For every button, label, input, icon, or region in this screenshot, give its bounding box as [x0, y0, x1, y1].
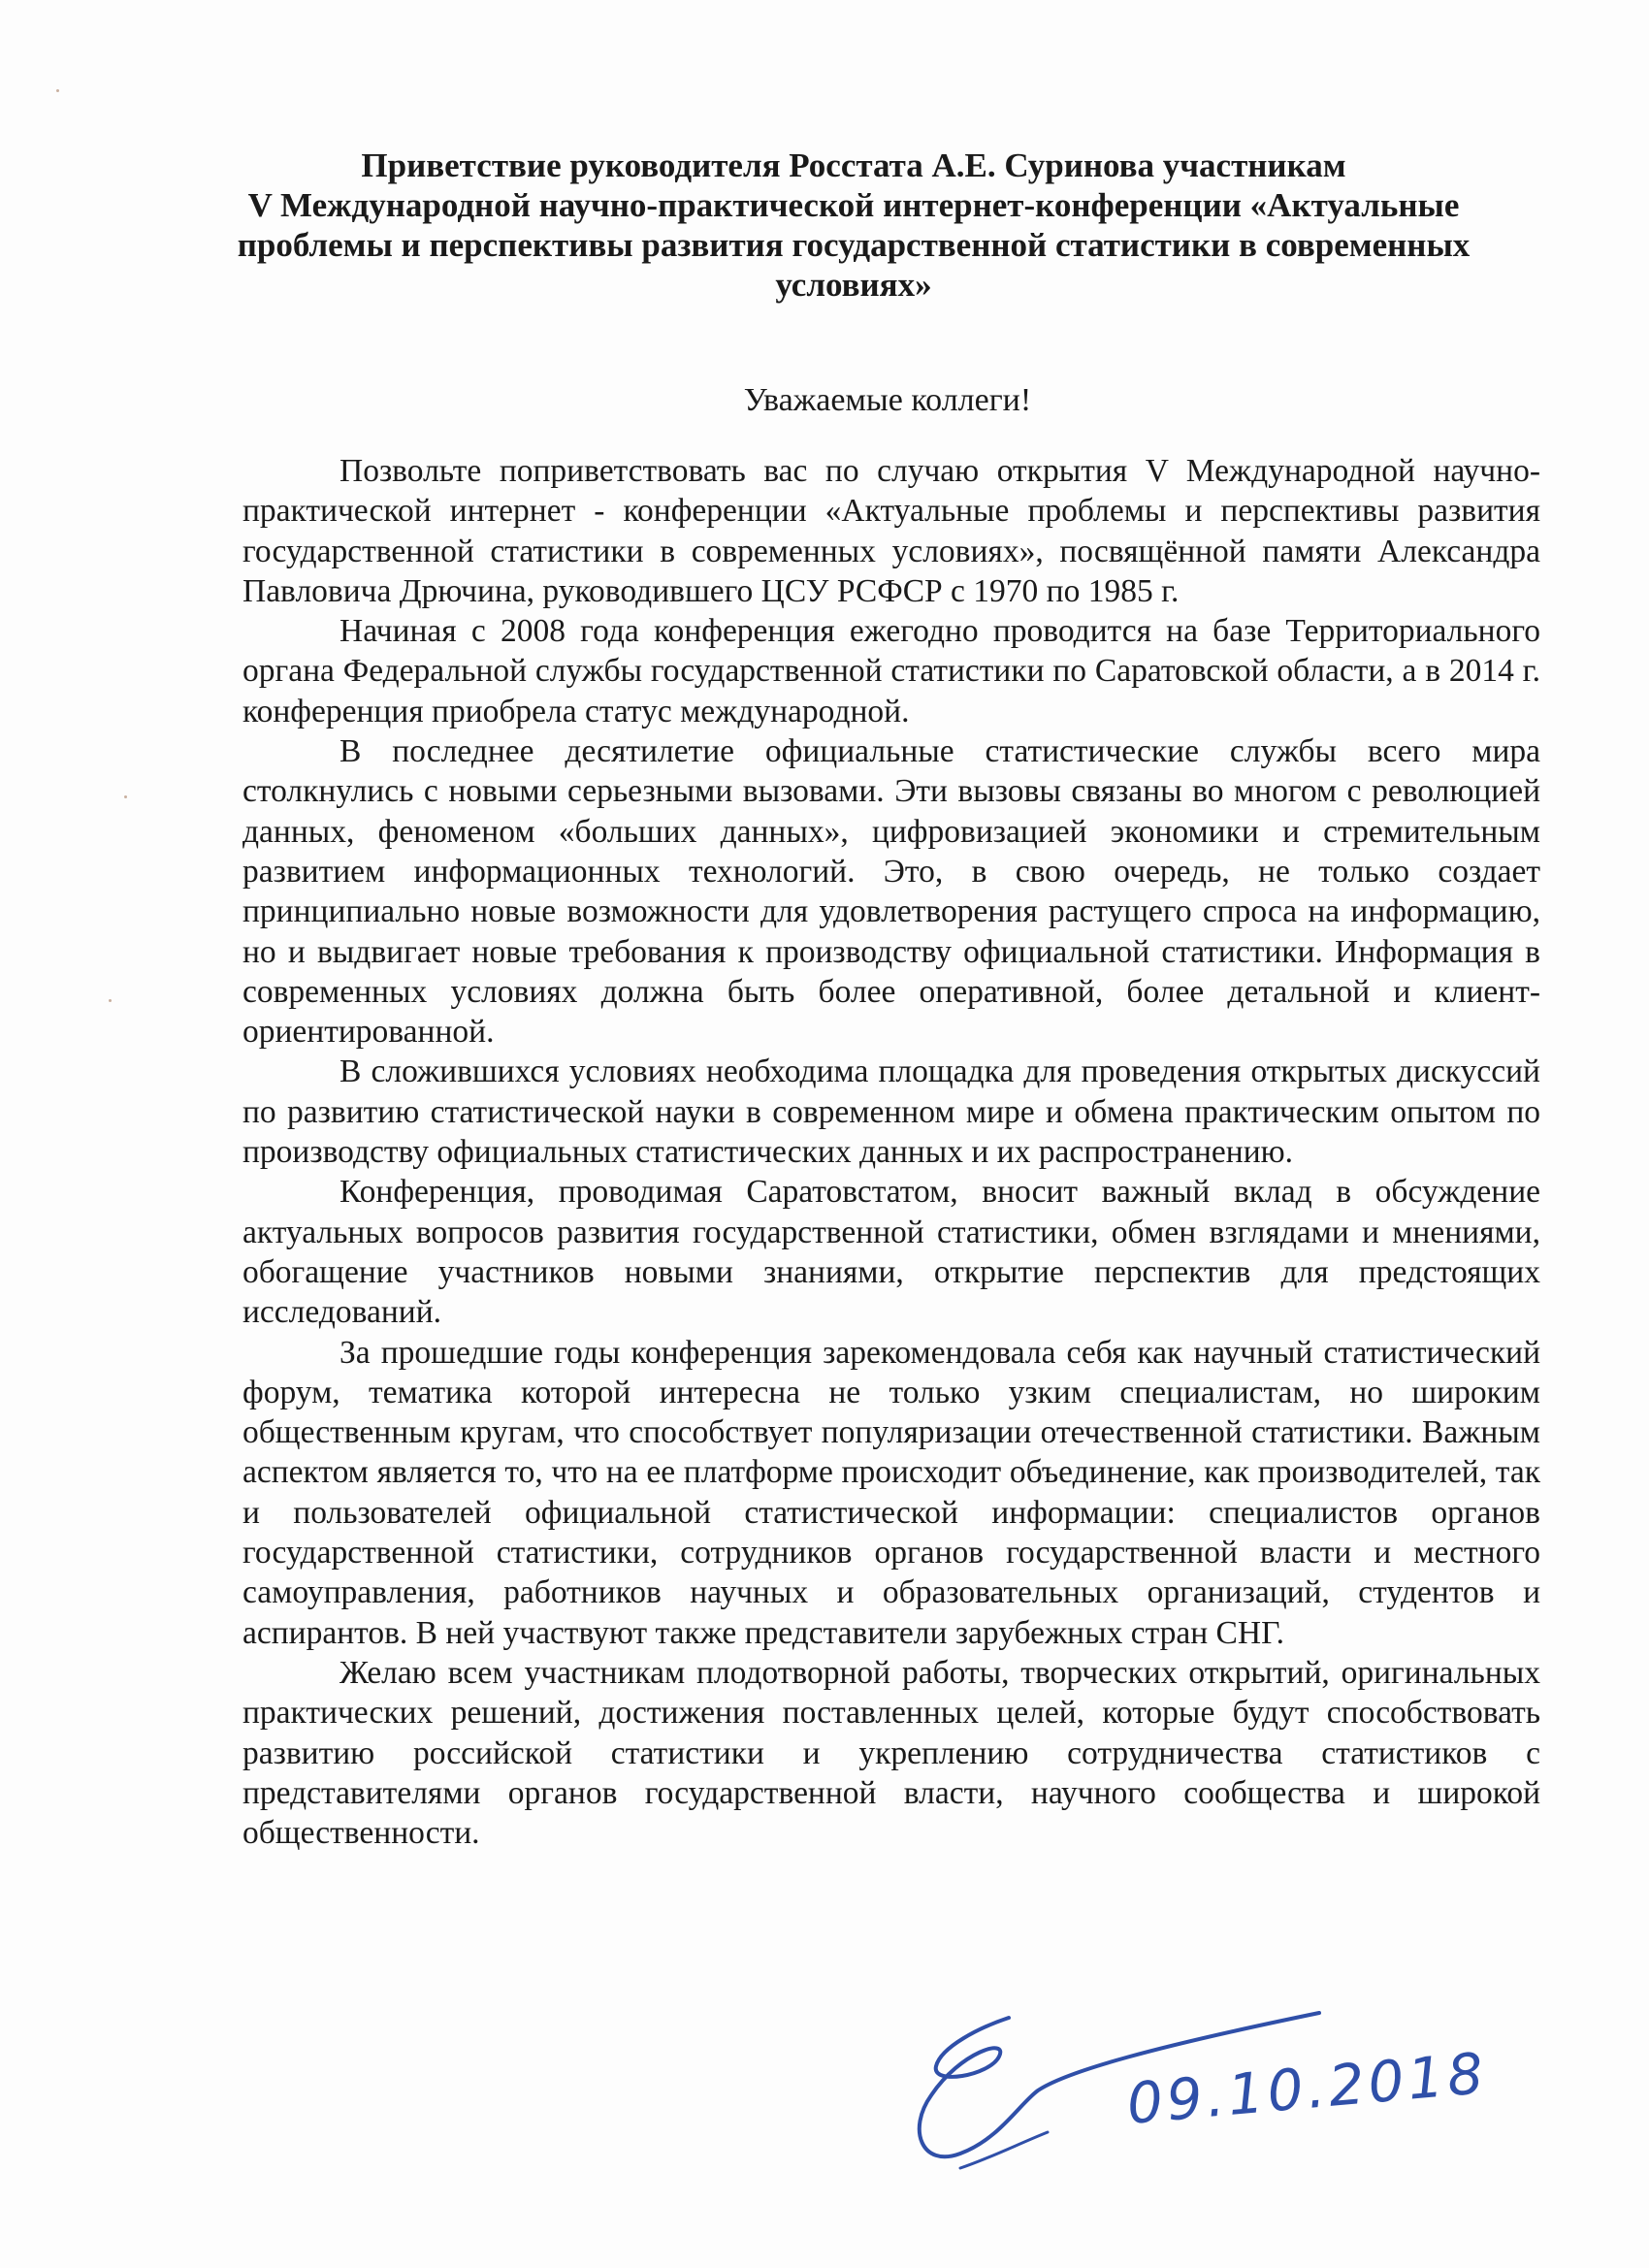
salutation: Уважаемые коллеги! [743, 382, 1032, 418]
paragraph: За прошедшие годы конференция зарекомендовала себя как научный статистический форум, тематика которой интересна не только узким специалистам, но широким общественным кругам, что способствует популяризации отечественной статистики. Важным аспектом является то, что на ее платформе происходит объединение, как производителей, так и пользователей официальной статистической информации: специалистов органов государственной статистики, сотрудников органов государственной власти и местного самоуправления, работников научных и образовательных организаций, студентов и аспирантов. В ней участвуют также представители зарубежных стран СНГ. [242, 1334, 1540, 1651]
title-line: проблемы и перспективы развития государственной статистики в современных [237, 226, 1471, 264]
paragraph: Начиная с 2008 года конференция ежегодно проводится на базе Территориального органа Федеральной службы государственной статистики по Саратовской области, а в 2014 г. конференция приобрела статус международной. [242, 613, 1540, 729]
signature-date: 09.10.2018 [1124, 2039, 1490, 2137]
paragraph: Конференция, проводимая Саратовстатом, вносит важный вклад в обсуждение актуальных вопросов развития государственной статистики, обмен взглядами и мнениями, обогащение участников новыми знаниями, открытие перспектив для предстоящих исследований. [242, 1174, 1540, 1331]
scan-speck [56, 89, 59, 92]
paragraph: Позвольте поприветствовать вас по случаю открытия V Международной научно-практической интернет - конференции «Актуальные проблемы и перспективы развития государственной статистики в современных условиях», посвящённой памяти Александра Павловича Дрючина, руководившего ЦСУ РСФСР с 1970 по 1985 г. [242, 453, 1540, 609]
scan-speck [109, 999, 112, 1002]
paragraph: В последнее десятилетие официальные статистические службы всего мира столкнулись с новыми серьезными вызовами. Эти вызовы связаны во многом с революцией данных, феноменом «больших данных», цифровизацией экономики и стремительным развитием информационных технологий. Это, в свою очередь, не только создает принципиально новые возможности для удовлетворения растущего спроса на информацию, но и выдвигает новые требования к производству официальной статистики. Информация в современных условиях должна быть более оперативной, более детальной и клиент-ориентированной. [242, 733, 1540, 1051]
title-line: условиях» [775, 266, 932, 304]
title-line: Приветствие руководителя Росстата А.Е. Суринова участникам [361, 146, 1346, 184]
title-line: V Международной научно-практической интернет-конференции «Актуальные [247, 186, 1460, 224]
letter-title [223, 146, 1484, 305]
scan-speck [124, 795, 127, 798]
letter-body [242, 451, 1540, 1853]
signature-underline [960, 2132, 1048, 2168]
paragraph: В сложившихся условиях необходима площадка для проведения открытых дискуссий по развитию статистической науки в современном мире и обмена практическим опытом по производству официальных статистических данных и их распространению. [242, 1053, 1540, 1171]
paragraph: Желаю всем участникам плодотворной работы, творческих открытий, оригинальных практических решений, достижения поставленных целей, которые будут способствовать развитию российской статистики и укреплению сотрудничества статистиков с представителями органов государственной власти, научного сообщества и широкой общественности. [242, 1654, 1540, 1852]
